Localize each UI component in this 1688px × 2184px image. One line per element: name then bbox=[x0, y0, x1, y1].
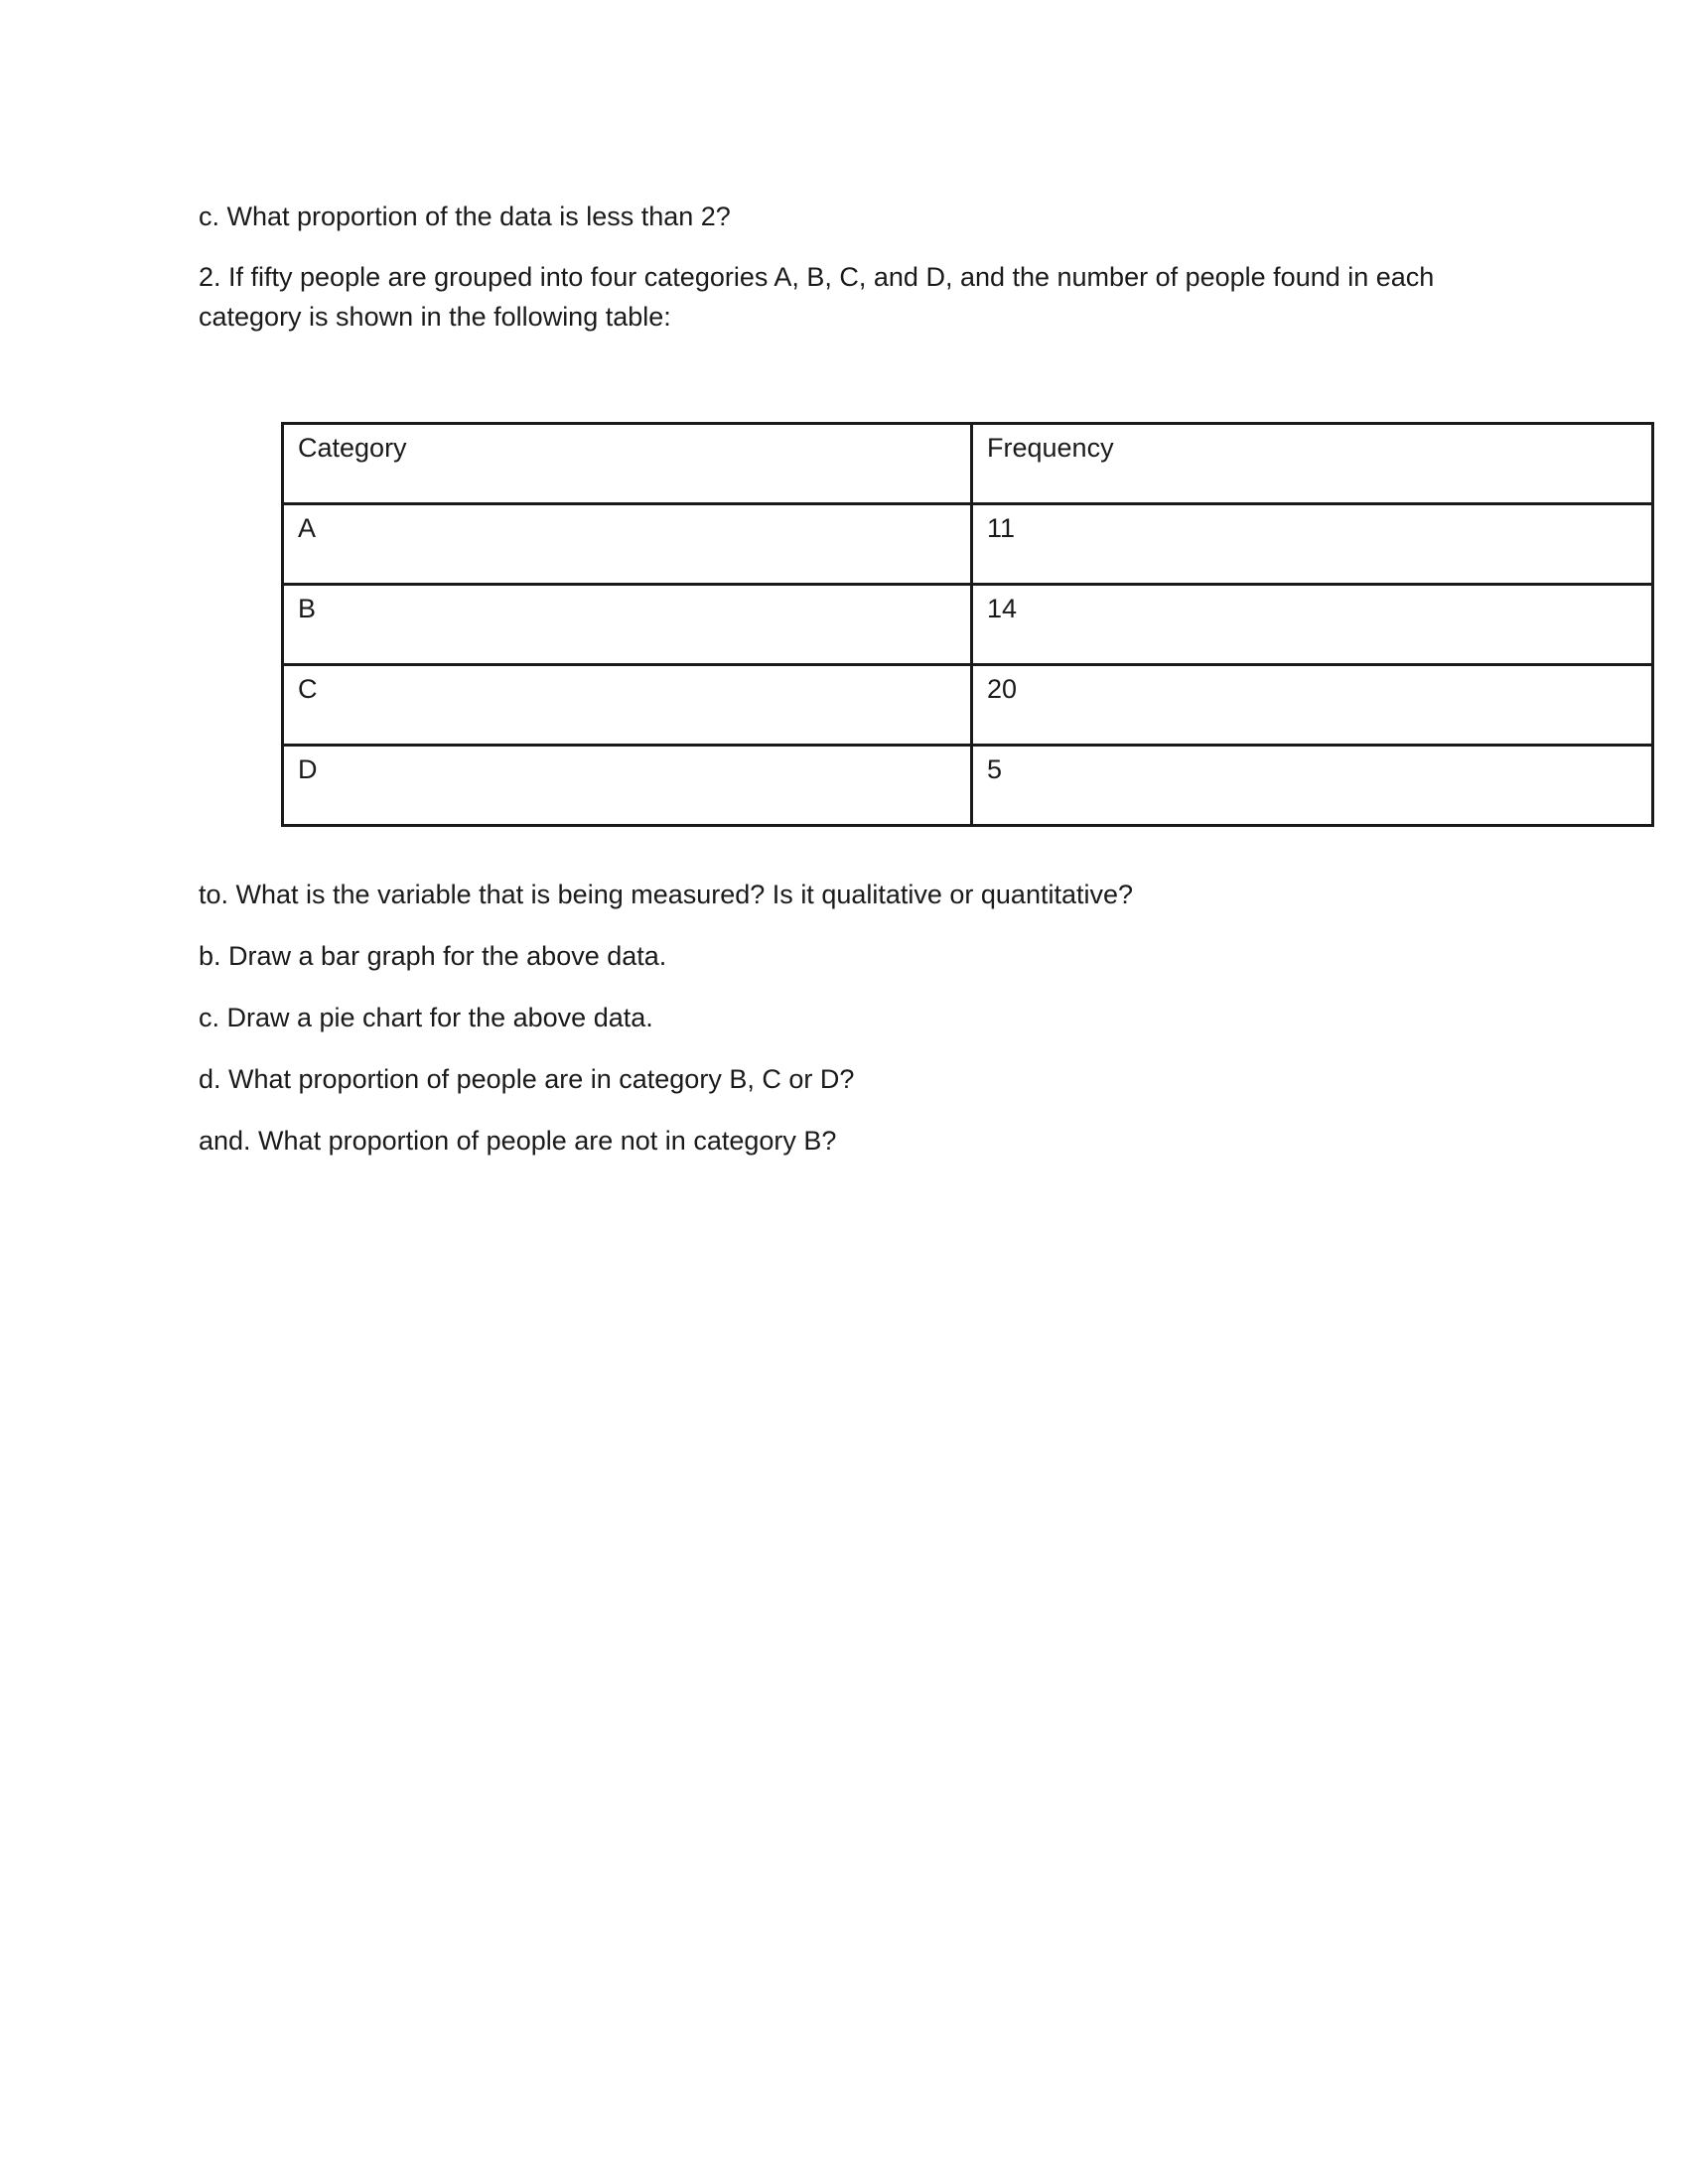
sub-question-b: b. Draw a bar graph for the above data. bbox=[199, 941, 667, 971]
table-row bbox=[283, 665, 1653, 746]
frequency-cell: 20 bbox=[972, 665, 1653, 746]
frequency-cell: 11 bbox=[972, 504, 1653, 585]
question-2-line-2: category is shown in the following table: bbox=[199, 302, 671, 332]
header-category: Category bbox=[283, 424, 972, 504]
header-frequency: Frequency bbox=[972, 424, 1653, 504]
frequency-cell: 5 bbox=[972, 746, 1653, 826]
table-row bbox=[283, 585, 1653, 665]
frequency-cell: 14 bbox=[972, 585, 1653, 665]
category-cell: A bbox=[283, 504, 972, 585]
previous-question-c: c. What proportion of the data is less than 2? bbox=[199, 202, 731, 231]
category-cell: B bbox=[283, 585, 972, 665]
category-cell: C bbox=[283, 665, 972, 746]
table-header-row bbox=[283, 424, 1653, 504]
table-row bbox=[283, 746, 1653, 826]
category-cell: D bbox=[283, 746, 972, 826]
table-row bbox=[283, 504, 1653, 585]
sub-question-e: and. What proportion of people are not in category B? bbox=[199, 1126, 837, 1156]
question-2-line-1: 2. If fifty people are grouped into four categories A, B, C, and D, and the number of people found in each bbox=[199, 262, 1435, 292]
sub-question-a: to. What is the variable that is being measured? Is it qualitative or quantitative? bbox=[199, 880, 1134, 909]
frequency-table bbox=[281, 422, 1654, 827]
sub-question-d: d. What proportion of people are in category B, C or D? bbox=[199, 1064, 855, 1094]
sub-question-c: c. Draw a pie chart for the above data. bbox=[199, 1003, 653, 1032]
